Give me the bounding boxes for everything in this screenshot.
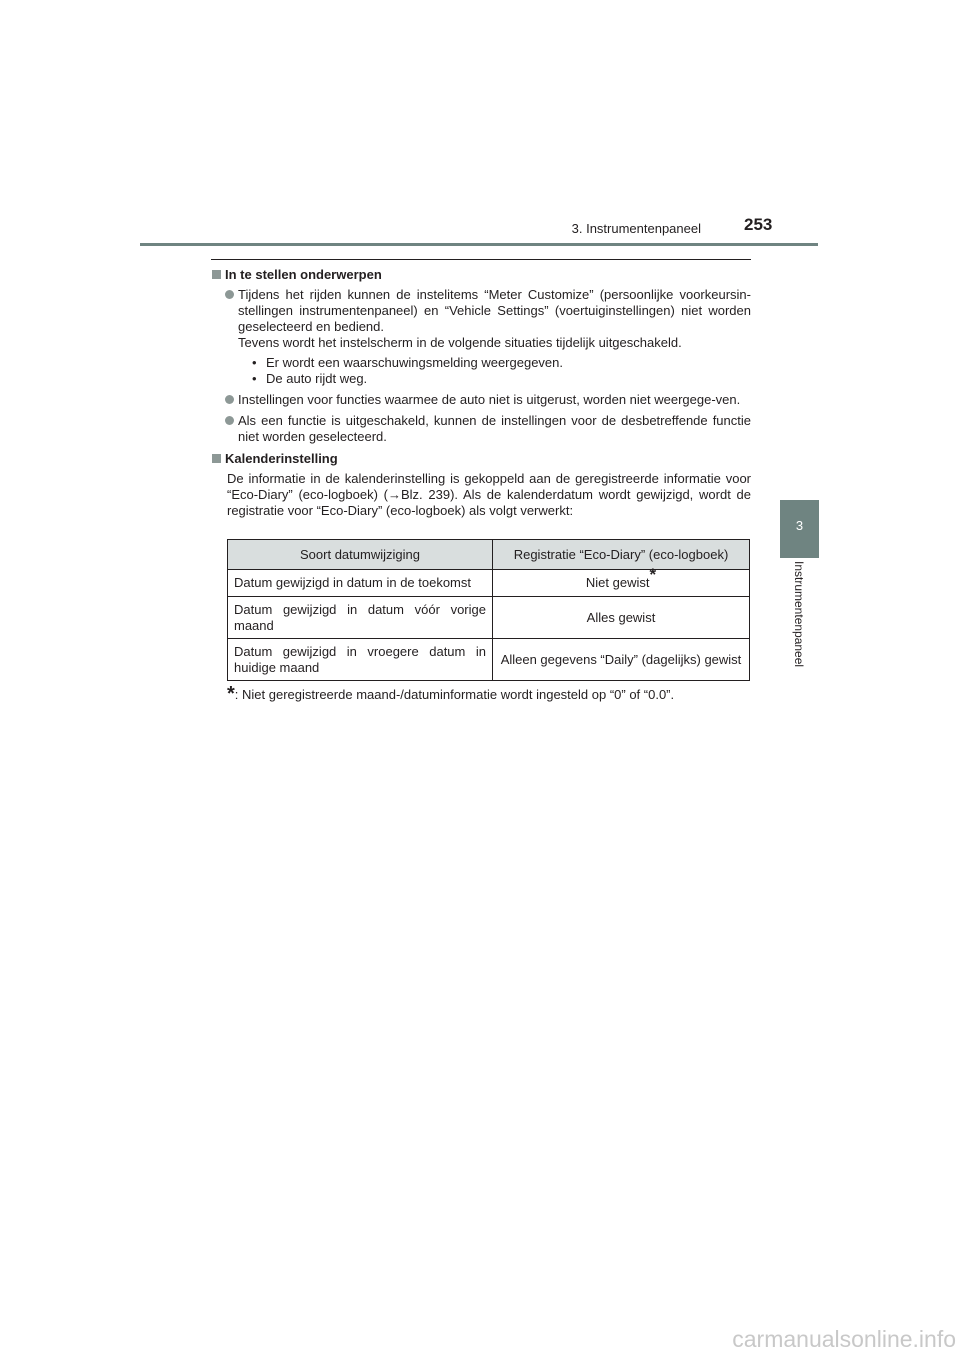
bullet-item <box>211 392 751 408</box>
square-bullet-icon <box>212 454 221 463</box>
page-number: 253 <box>744 215 773 234</box>
page-content <box>211 259 751 527</box>
table-cell: Datum gewijzigd in vroegere datum in huidige maand <box>228 639 493 681</box>
calendar-paragraph: De informatie in de kalenderinstelling is gekoppeld aan de geregistreerde informatie voor “Eco-Diary” (eco-logboek) (→Blz. 239). Als de kalenderdatum wordt gewijzigd, wordt de registratie voor “Eco-Diary” (eco-logboek) als volgt verwerkt: <box>227 471 751 518</box>
footnote-marker: * <box>227 683 235 705</box>
table-cell: Alles gewist <box>493 597 750 639</box>
table-cell <box>493 564 750 597</box>
table-row <box>228 597 750 639</box>
table-row <box>228 570 750 597</box>
table-cell-text: Niet gewist <box>585 575 650 590</box>
bullet-item <box>211 413 751 445</box>
chapter-tab-number: 3 <box>795 518 804 533</box>
list-item-text: De auto rijdt weg. <box>266 371 368 386</box>
round-bullet-icon <box>225 395 234 404</box>
small-bullet-icon: • <box>252 371 257 386</box>
bullet-text: Instellingen voor functies waarmee de auto niet is uitgerust, worden niet weergege-ven. <box>238 392 741 407</box>
table-row <box>228 639 750 681</box>
list-item-text: Er wordt een waarschuwingsmelding weergegeven. <box>266 355 563 370</box>
bullet-text: Als een functie is uitgeschakeld, kunnen de instellingen voor de desbetreffende functie niet worden geselecteerd. <box>238 413 751 444</box>
square-bullet-icon <box>212 270 221 279</box>
section-heading-text: Kalenderinstelling <box>225 451 338 466</box>
section-heading-settings <box>211 267 751 283</box>
table-header-row <box>228 540 750 570</box>
chapter-tab-label: Instrumentenpaneel <box>792 561 806 668</box>
footnote-asterisk: * <box>649 564 657 584</box>
table-cell: Datum gewijzigd in datum in de toekomst <box>228 570 493 597</box>
chapter-tab <box>780 500 819 558</box>
round-bullet-icon <box>225 290 234 299</box>
list-item <box>252 371 751 387</box>
table-cell: Alleen gegevens “Daily” (dagelijks) gewist <box>493 639 750 681</box>
table-cell: Datum gewijzigd in datum vóór vorige maand <box>228 597 493 639</box>
table-footnote <box>227 685 757 703</box>
section-heading-text: In te stellen onderwerpen <box>225 267 382 282</box>
bullet-text: Tijdens het rijden kunnen de instelitems “Meter Customize” (persoonlijke voorkeursin-stellingen instrumentenpaneel) en “Vehicle Settings” (voertuiginstellingen) niet worden geselecteerd en bediend. <box>238 287 751 334</box>
header-section-title: 3. Instrumentenpaneel <box>571 221 701 236</box>
watermark: carmanualsonline.info <box>732 1326 956 1352</box>
round-bullet-icon <box>225 416 234 425</box>
section-heading-calendar <box>211 451 751 467</box>
bullet-item <box>211 287 751 387</box>
content-divider <box>211 259 751 260</box>
footnote-text: : Niet geregistreerde maand-/datuminformatie wordt ingesteld op “0” of “0.0”. <box>234 687 675 702</box>
table-header-cell: Registratie “Eco-Diary” (eco-logboek) <box>493 540 750 570</box>
list-item <box>252 355 751 371</box>
sub-list <box>238 355 751 387</box>
small-bullet-icon: • <box>252 355 257 370</box>
header-divider <box>140 243 818 246</box>
bullet-text-continued: Tevens wordt het instelscherm in de volgende situaties tijdelijk uitgeschakeld. <box>238 335 682 350</box>
table-header-cell: Soort datumwijziging <box>228 540 493 570</box>
date-change-table <box>227 539 750 681</box>
